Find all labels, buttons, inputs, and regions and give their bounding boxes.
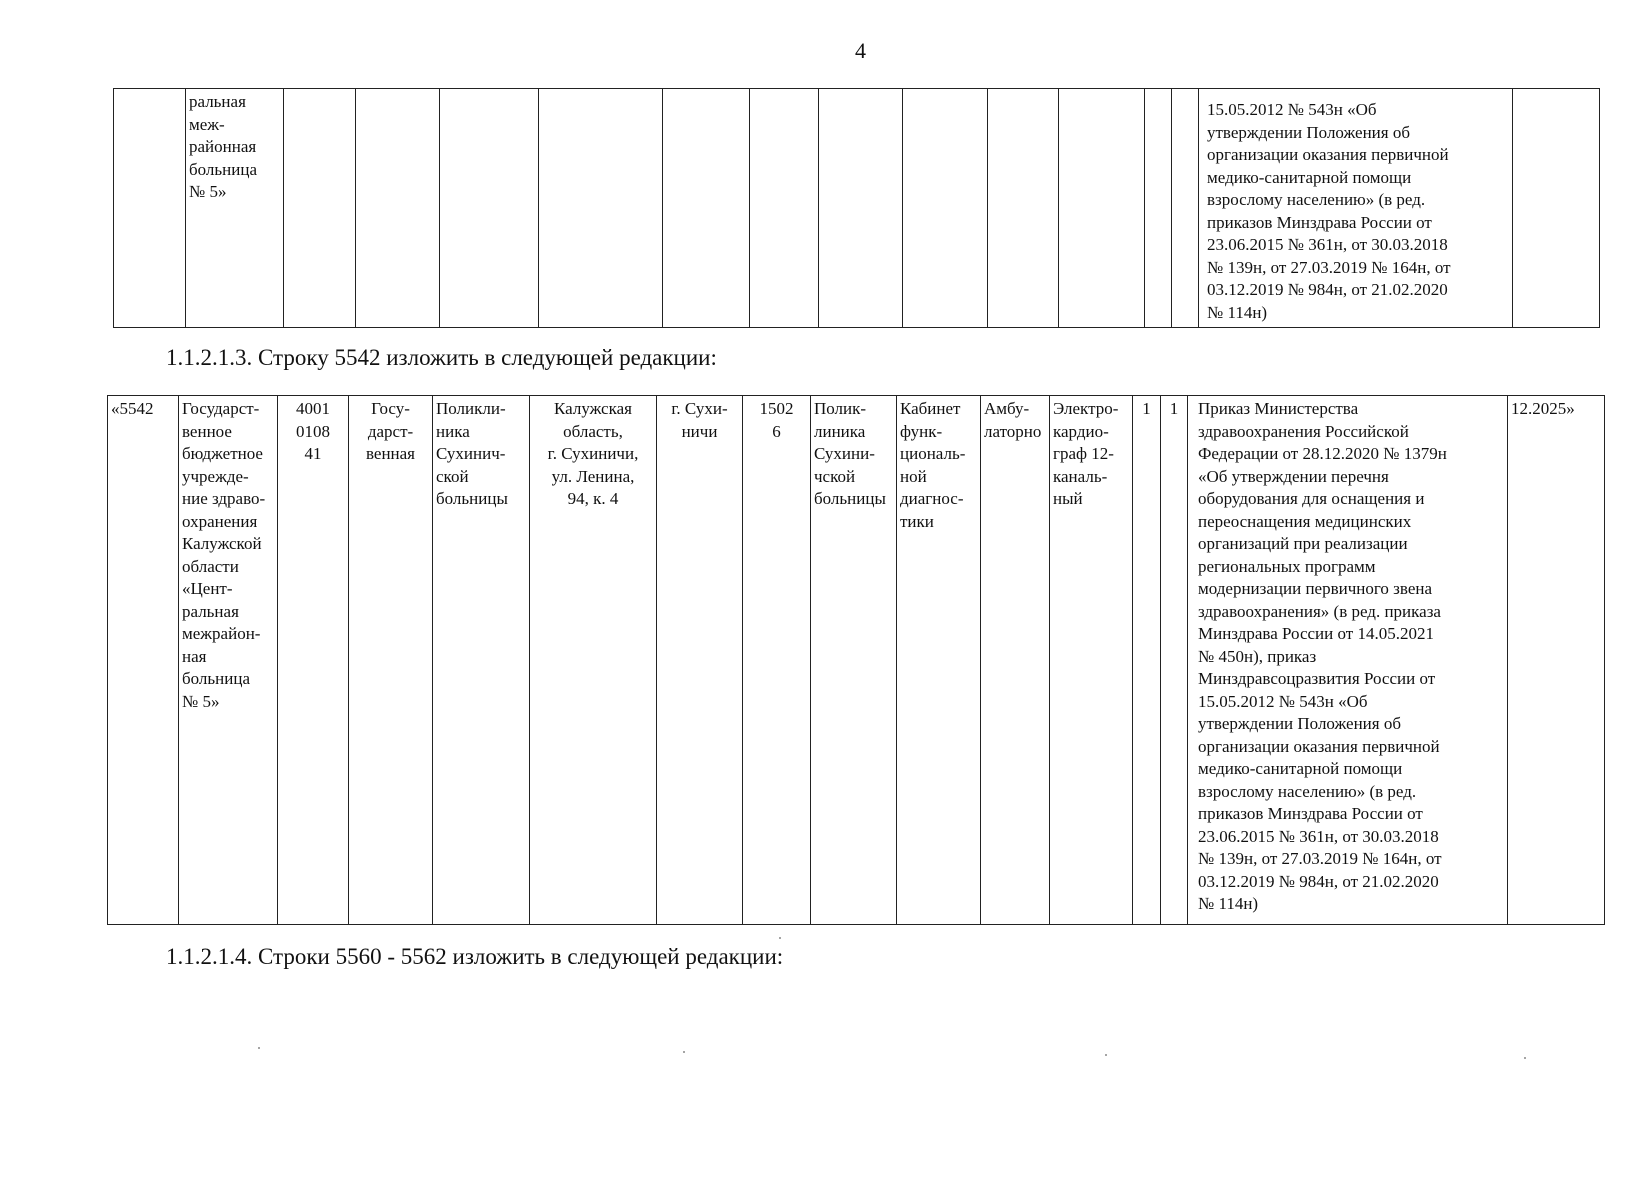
- legal-basis-line: медико-санитарной помощи: [1207, 167, 1412, 187]
- ownership-line: Госу-: [371, 399, 410, 418]
- table-continuation: [113, 88, 1600, 328]
- org-line: межрайон-: [182, 624, 261, 643]
- care-type-line: латорно: [984, 421, 1042, 441]
- cabinet-line: диагнос-: [900, 489, 964, 508]
- table-cell: [988, 89, 1059, 328]
- org-line: районная: [189, 137, 257, 156]
- cabinet-line: ной: [900, 466, 927, 486]
- equipment-line: ный: [1053, 489, 1083, 508]
- table-row-5542: [107, 395, 1605, 925]
- number-line: 6: [772, 421, 781, 441]
- quantity-value: 1: [1169, 399, 1179, 418]
- legal-basis-line: 23.06.2015 № 361н, от 30.03.2018: [1198, 826, 1439, 846]
- legal-basis-line: № 139н, от 27.03.2019 № 164н, от: [1207, 257, 1451, 277]
- equipment-line: Электро-: [1053, 399, 1119, 418]
- org-line: меж-: [189, 114, 225, 134]
- row-number: «5542: [111, 399, 154, 418]
- legal-basis-line: утверждении Положения об: [1207, 122, 1410, 142]
- legal-basis-line: организаций при реализации: [1198, 534, 1408, 553]
- unit-line: Сухинич-: [436, 444, 506, 463]
- legal-basis-line: Приказ Министерства: [1198, 399, 1359, 418]
- org-name-cell: [179, 396, 278, 925]
- legal-basis-line: организации оказания первичной: [1198, 736, 1440, 756]
- table-cell: [440, 89, 539, 328]
- row-number-cell: [108, 396, 179, 925]
- unit-line: ской: [436, 466, 469, 486]
- address-line: г. Сухиничи,: [547, 444, 639, 463]
- legal-basis-line: Минздравсоцразвития России от: [1198, 669, 1436, 688]
- address-line: ул. Ленина,: [551, 466, 635, 486]
- code-line: 41: [304, 444, 322, 463]
- address-cell: [530, 396, 657, 925]
- unit-line: Поликли-: [436, 399, 506, 418]
- quantity-cell: [1133, 396, 1161, 925]
- org-line: № 5»: [189, 182, 227, 201]
- legal-basis-line: 15.05.2012 № 543н «Об: [1207, 100, 1377, 119]
- city-cell: [657, 396, 743, 925]
- org-line: Калужской: [182, 534, 262, 553]
- legal-basis-cell: [1188, 396, 1508, 925]
- paragraph-1-1-2-1-4: 1.1.2.1.4. Строки 5560 - 5562 изложить в следующей редакции:: [166, 944, 784, 969]
- address-line: Калужская: [554, 399, 632, 418]
- org-line: ная: [182, 646, 207, 666]
- org-line: больница: [182, 669, 250, 688]
- legal-basis-line: региональных программ: [1198, 556, 1376, 576]
- org-line: Государст-: [182, 399, 260, 418]
- care-type-cell: [981, 396, 1050, 925]
- legal-basis-line: Минздрава России от 14.05.2021: [1198, 624, 1434, 643]
- table-row: [108, 396, 1605, 925]
- subunit-cell: [811, 396, 897, 925]
- equipment-line: каналь-: [1053, 466, 1108, 486]
- cabinet-cell: [897, 396, 981, 925]
- legal-basis-line: модернизации первичного звена: [1198, 579, 1433, 598]
- org-line: бюджетное: [182, 444, 263, 463]
- org-line: № 5»: [182, 691, 220, 711]
- table-cell: [750, 89, 819, 328]
- code-line: 4001: [296, 399, 330, 418]
- subunit-line: чской: [814, 466, 856, 486]
- table-cell: [1059, 89, 1145, 328]
- table-cell: [819, 89, 903, 328]
- unit-line: ника: [436, 421, 470, 441]
- ownership-line: дарст-: [367, 421, 414, 441]
- org-line: венное: [182, 421, 232, 441]
- table-cell: [1513, 89, 1600, 328]
- date-value: 12.2025»: [1511, 399, 1575, 418]
- legal-basis-line: утверждении Положения об: [1198, 714, 1401, 733]
- legal-basis-line: 15.05.2012 № 543н «Об: [1198, 691, 1368, 711]
- legal-basis-line: переоснащения медицинских: [1198, 511, 1412, 531]
- legal-basis-line: «Об утверждении перечня: [1198, 466, 1389, 486]
- table-cell: [114, 89, 186, 328]
- number-line: 1502: [759, 399, 794, 418]
- org-line: области: [182, 556, 239, 576]
- org-line: ральная: [189, 92, 246, 111]
- legal-basis-line: № 114н): [1198, 894, 1259, 913]
- table-cell: [356, 89, 440, 328]
- org-line: «Цент-: [182, 579, 233, 598]
- scan-speck: [1524, 1057, 1526, 1059]
- ownership-line: венная: [365, 444, 416, 463]
- cabinet-line: Кабинет: [900, 399, 961, 418]
- ownership-cell: [349, 396, 433, 925]
- unit-cell: [433, 396, 530, 925]
- cabinet-line: функ-: [900, 421, 943, 441]
- address-line: область,: [563, 421, 623, 441]
- legal-basis-line: организации оказания первичной: [1207, 145, 1449, 164]
- legal-basis-line: 03.12.2019 № 984н, от 21.02.2020: [1198, 871, 1439, 891]
- legal-basis-line: 03.12.2019 № 984н, от 21.02.2020: [1207, 280, 1448, 299]
- table-cell: [284, 89, 356, 328]
- city-line: ничи: [681, 421, 718, 441]
- org-line: охранения: [182, 511, 258, 531]
- page-number: 4: [855, 38, 866, 63]
- legal-basis-line: № 114н): [1207, 302, 1268, 322]
- table-row: [114, 89, 1600, 328]
- scan-speck: [779, 937, 781, 939]
- equipment-cell: [1050, 396, 1133, 925]
- table-cell: [903, 89, 988, 328]
- org-name-cell: [186, 89, 284, 328]
- legal-basis-line: взрослому населению» (в ред.: [1198, 781, 1417, 801]
- code-cell: [278, 396, 349, 925]
- org-line: больница: [189, 159, 257, 179]
- table-cell: [539, 89, 663, 328]
- care-type-line: Амбу-: [984, 399, 1030, 418]
- table-cell: [1145, 89, 1172, 328]
- table-cell: [663, 89, 750, 328]
- equipment-line: граф 12-: [1053, 444, 1114, 463]
- scan-speck: [1105, 1054, 1107, 1056]
- quantity-cell: [1161, 396, 1188, 925]
- equipment-line: кардио-: [1053, 421, 1109, 441]
- org-line: учрежде-: [182, 466, 249, 486]
- legal-basis-line: Федерации от 28.12.2020 № 1379н: [1198, 444, 1447, 463]
- address-line: 94, к. 4: [567, 489, 619, 508]
- cabinet-line: циональ-: [900, 444, 966, 463]
- subunit-line: Сухини-: [814, 444, 875, 463]
- legal-basis-line: № 139н, от 27.03.2019 № 164н, от: [1198, 849, 1442, 868]
- org-line: ние здраво-: [182, 489, 266, 508]
- legal-basis-line: приказов Минздрава России от: [1198, 804, 1423, 823]
- code-line: 0108: [296, 421, 330, 441]
- legal-basis-line: медико-санитарной помощи: [1198, 759, 1403, 778]
- subunit-line: линика: [814, 421, 866, 441]
- subunit-line: больницы: [814, 489, 886, 508]
- unit-line: больницы: [436, 489, 508, 508]
- legal-basis-line: здравоохранения» (в ред. приказа: [1198, 601, 1441, 621]
- city-line: г. Сухи-: [671, 399, 728, 418]
- legal-basis-line: здравоохранения Российской: [1198, 421, 1409, 441]
- org-line: ральная: [182, 601, 239, 621]
- cabinet-line: тики: [900, 511, 934, 531]
- legal-basis-line: приказов Минздрава России от: [1207, 212, 1432, 232]
- date-cell: [1508, 396, 1605, 925]
- paragraph-1-1-2-1-3: 1.1.2.1.3. Строку 5542 изложить в следующей редакции:: [166, 345, 717, 370]
- table-cell: [1172, 89, 1199, 328]
- number-cell: [743, 396, 811, 925]
- legal-basis-cell: [1199, 89, 1513, 328]
- legal-basis-line: № 450н), приказ: [1198, 646, 1317, 666]
- legal-basis-line: взрослому населению» (в ред.: [1207, 190, 1426, 209]
- quantity-value: 1: [1142, 399, 1151, 418]
- subunit-line: Полик-: [814, 399, 867, 418]
- legal-basis-line: 23.06.2015 № 361н, от 30.03.2018: [1207, 235, 1448, 254]
- legal-basis-line: оборудования для оснащения и: [1198, 489, 1425, 508]
- scan-speck: [683, 1051, 685, 1053]
- scan-speck: [258, 1047, 260, 1049]
